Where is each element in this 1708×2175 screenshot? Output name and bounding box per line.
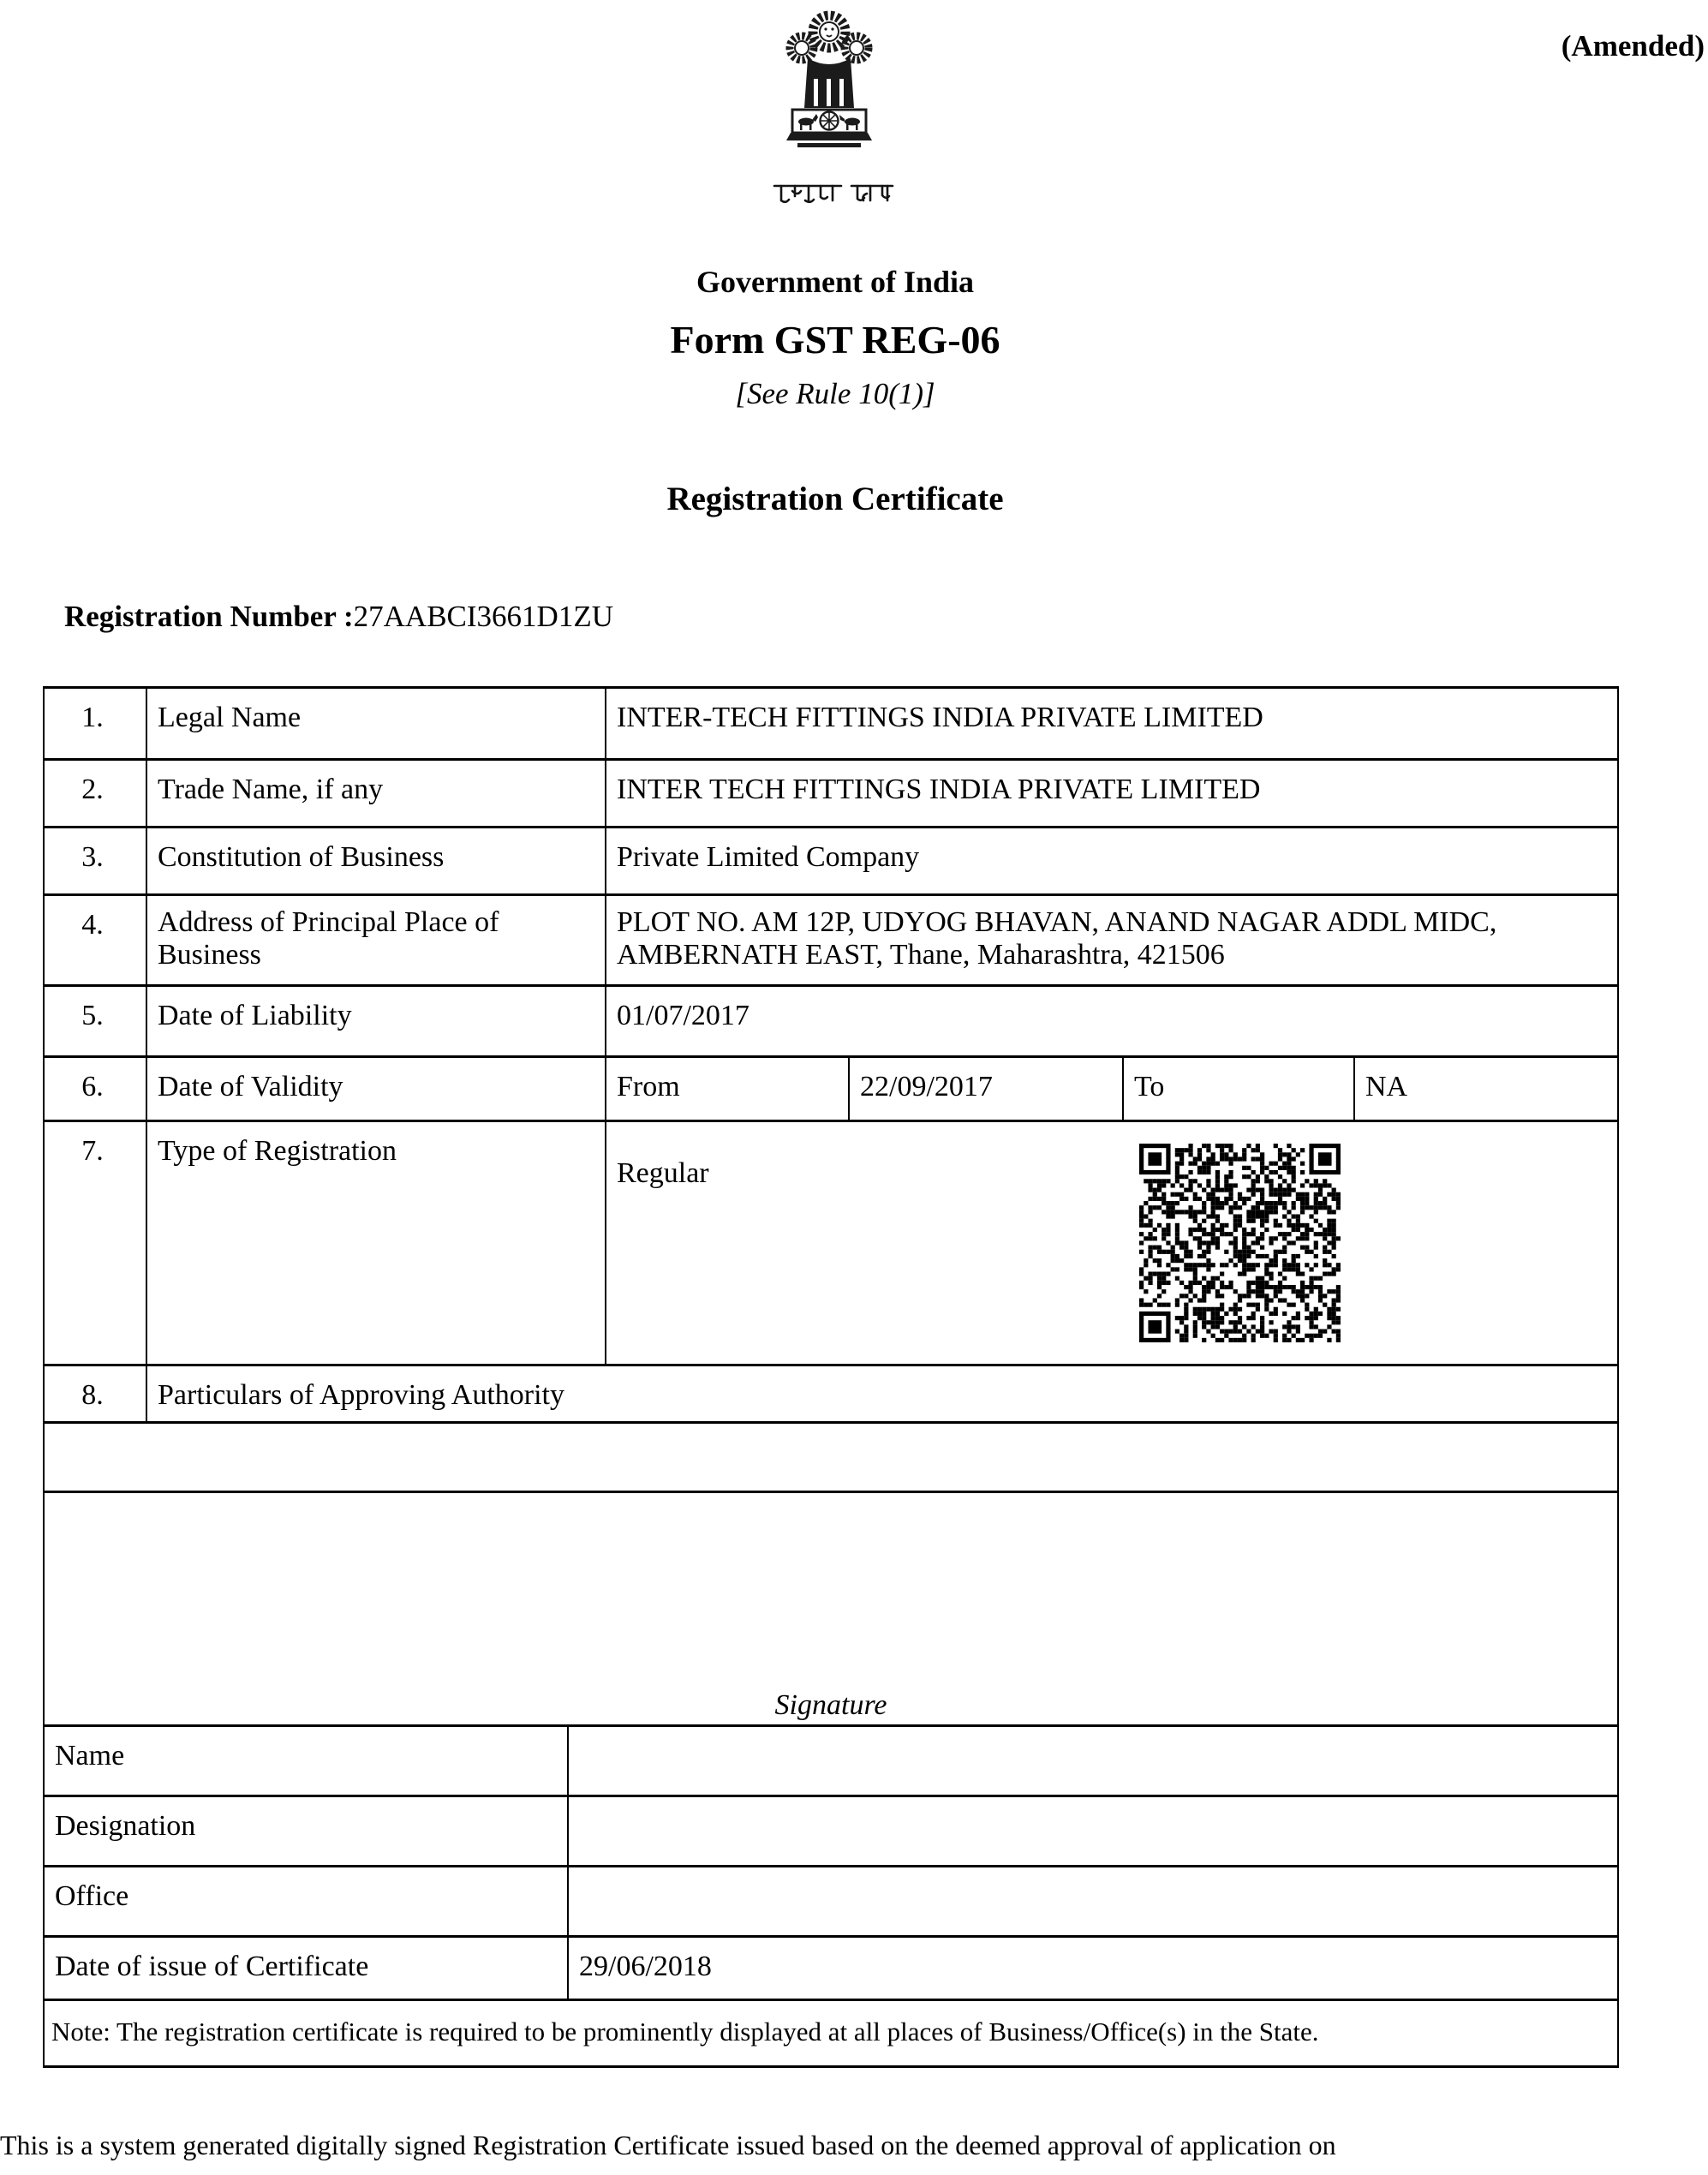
row-trade-name [44, 760, 1618, 828]
empty-row [44, 1423, 1618, 1492]
row-address [44, 895, 1618, 986]
certificate-tables [43, 686, 1617, 2068]
row-constitution [44, 828, 1618, 895]
signature-label: Signature [774, 1689, 887, 1721]
row-type-of-registration [44, 1121, 1618, 1365]
row-label: Date of Validity [146, 1057, 606, 1121]
row-number: 8. [44, 1365, 146, 1423]
row-number: 6. [44, 1057, 146, 1121]
certificate-title: Registration Certificate [666, 481, 1004, 517]
qr-code [1139, 1144, 1341, 1342]
system-generated-statement: This is a system generated digitally signed Registration Certificate issued based on the deemed approval of application on [0, 2130, 1336, 2160]
row-label: Particulars of Approving Authority [146, 1365, 1618, 1423]
row-label: Type of Registration [146, 1121, 606, 1365]
row-value: Private Limited Company [606, 828, 1618, 895]
row-value [568, 1796, 1618, 1867]
government-of-india-title: Government of India [696, 265, 974, 299]
registration-number-line [64, 600, 613, 634]
row-number: 5. [44, 986, 146, 1057]
row-value: INTER TECH FITTINGS INDIA PRIVATE LIMITED [606, 760, 1618, 828]
registration-number-value: 27AABCI3661D1ZU [353, 600, 613, 633]
row-value [568, 1726, 1618, 1796]
row-date-of-liability [44, 986, 1618, 1057]
row-value: 01/07/2017 [606, 986, 1618, 1057]
validity-to-label: To [1123, 1057, 1354, 1121]
row-number: 2. [44, 760, 146, 828]
row-label: Trade Name, if any [146, 760, 606, 828]
validity-from-value: 22/09/2017 [849, 1057, 1123, 1121]
row-label: Constitution of Business [146, 828, 606, 895]
row-designation [44, 1796, 1618, 1867]
row-date-of-issue [44, 1937, 1618, 2000]
row-value: INTER-TECH FITTINGS INDIA PRIVATE LIMITED [606, 688, 1618, 760]
row-label: Date of Liability [146, 986, 606, 1057]
note-row [44, 2000, 1618, 2067]
signature-cell [44, 1492, 1618, 1726]
amended-label: (Amended) [1561, 29, 1705, 63]
display-note: Note: The registration certificate is required to be prominently displayed at all places of Business/Office(s) in the State. [44, 2000, 1618, 2067]
row-office [44, 1867, 1618, 1937]
row-label: Name [44, 1726, 568, 1796]
row-number: 1. [44, 688, 146, 760]
india-emblem-icon [773, 3, 885, 175]
row-label: Legal Name [146, 688, 606, 760]
row-number: 4. [44, 895, 146, 986]
row-value [606, 1121, 1618, 1365]
validity-from-label: From [606, 1057, 849, 1121]
registration-number-label: Registration Number : [64, 600, 354, 633]
approving-authority-table [43, 1724, 1619, 2068]
row-date-of-validity [44, 1057, 1618, 1121]
details-table [43, 686, 1619, 1727]
row-value [568, 1867, 1618, 1937]
form-title: Form GST REG-06 [670, 318, 1000, 362]
row-number: 7. [44, 1121, 146, 1365]
row-label: Designation [44, 1796, 568, 1867]
row-value: 29/06/2018 [568, 1937, 1618, 2000]
row-approving-authority [44, 1365, 1618, 1423]
row-name [44, 1726, 1618, 1796]
satyameva-jayate-motto [769, 180, 898, 206]
rule-reference: [See Rule 10(1)] [735, 377, 935, 410]
validity-to-value: NA [1354, 1057, 1618, 1121]
row-value: PLOT NO. AM 12P, UDYOG BHAVAN, ANAND NAGAR ADDL MIDC, AMBERNATH EAST, Thane, Maharashtra, 421506 [606, 895, 1618, 986]
row-label: Office [44, 1867, 568, 1937]
row-legal-name [44, 688, 1618, 760]
row-label: Address of Principal Place of Business [146, 895, 606, 986]
row-number: 3. [44, 828, 146, 895]
row-label: Date of issue of Certificate [44, 1937, 568, 2000]
registration-type-value: Regular [617, 1157, 709, 1189]
empty-cell [44, 1423, 1618, 1492]
signature-row [44, 1492, 1618, 1726]
